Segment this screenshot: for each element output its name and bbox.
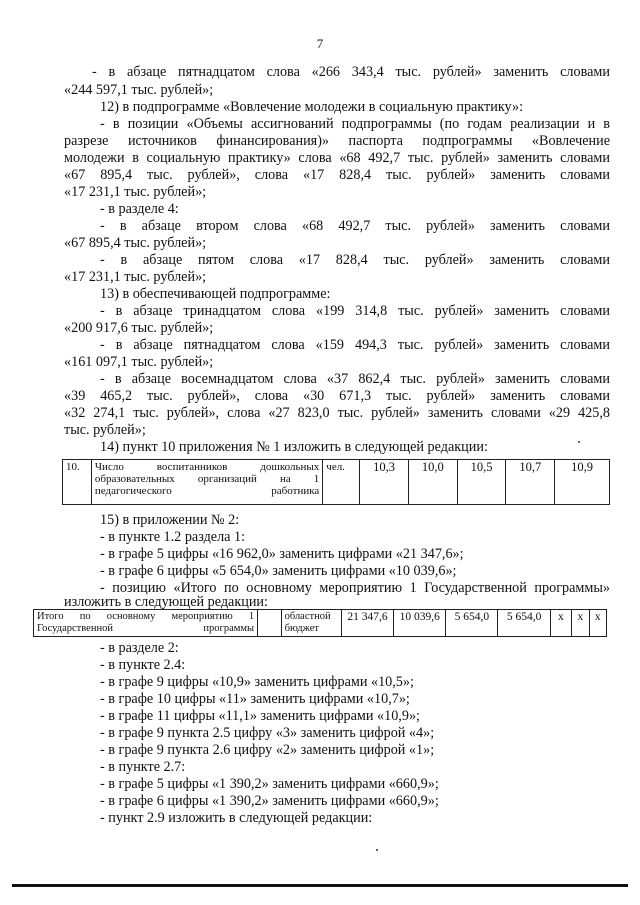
table-cell-name: [34, 610, 258, 637]
text-line: разрезе источников финансирования)» паспорта подпрограммы «Вовлечение: [64, 133, 610, 149]
text-line: - в графе 6 цифры «5 654,0» заменить цифрами «10 039,6»;: [100, 563, 457, 579]
page-number: 7: [316, 36, 324, 51]
text-line: «67 895,4 тыс. рублей»;: [64, 235, 207, 251]
table-cell-value: 21 347,6: [341, 610, 393, 637]
total-name: Итого по основному мероприятию 1 Государственной программы: [37, 611, 255, 634]
indicator-name: Число воспитанников дошкольных образовательных организаций на 1 педагогического работника: [94, 461, 320, 497]
table-cell-name: [91, 460, 322, 505]
text-line: - в абзаце втором слова «68 492,7 тыс. рублей» заменить словами: [100, 218, 610, 234]
table-cell-value: 5 654,0: [498, 610, 550, 637]
total-table: [33, 609, 607, 637]
text-line: - пункт 2.9 изложить в следующей редакции:: [100, 810, 373, 826]
text-line: - в разделе 2:: [100, 640, 179, 656]
text-line: «200 917,6 тыс. рублей»;: [64, 320, 214, 336]
table-cell-value: 10,3: [360, 460, 409, 505]
text-line: 14) пункт 10 приложения № 1 изложить в следующей редакции:: [100, 439, 488, 455]
text-line: - в графе 10 цифры «11» заменить цифрами «10,7»;: [100, 691, 410, 707]
table-cell-num: 10.: [63, 460, 92, 505]
stray-mark: [578, 441, 580, 443]
text-line: - в пункте 2.7:: [100, 759, 186, 775]
text-line: тыс. рублей»;: [64, 422, 146, 438]
text-line: - в графе 5 цифры «1 390,2» заменить цифрами «660,9»;: [100, 776, 439, 792]
text-line: «32 274,1 тыс. рублей», слова «27 823,0 тыс. рублей» заменить словами «29 425,8: [64, 405, 610, 421]
table-cell-value: 10 039,6: [394, 610, 446, 637]
text-line: - в абзаце тринадцатом слова «199 314,8 тыс. рублей» заменить словами: [100, 303, 610, 319]
indicator-table: [62, 459, 610, 505]
table-row: [34, 610, 607, 637]
table-row: [63, 460, 610, 505]
text-line: - в пункте 1.2 раздела 1:: [100, 529, 246, 545]
footer-rule: [12, 884, 628, 887]
table-cell-value: 10,9: [555, 460, 610, 505]
text-line: - в графе 9 пункта 2.5 цифру «3» заменить цифрой «4»;: [100, 725, 435, 741]
text-line: - в абзаце пятом слова «17 828,4 тыс. рублей» заменить словами: [100, 252, 610, 268]
table-cell-value: 5 654,0: [446, 610, 498, 637]
text-line: - в графе 11 цифры «11,1» заменить цифрами «10,9»;: [100, 708, 420, 724]
table-cell-unit: чел.: [323, 460, 360, 505]
table-cell-source: областной бюджет: [281, 610, 341, 637]
text-line: изложить в следующей редакции:: [64, 594, 268, 610]
text-line: - в абзаце пятнадцатом слова «159 494,3 тыс. рублей» заменить словами: [100, 337, 610, 353]
table-cell-value: 10,5: [457, 460, 506, 505]
text-line: «244 597,1 тыс. рублей»;: [64, 82, 214, 98]
text-line: молодежи в социальную практику» слова «68 492,7 тыс. рублей» заменить словами: [64, 150, 610, 166]
text-line: 12) в подпрограмме «Вовлечение молодежи в социальную практику»:: [100, 99, 524, 115]
text-line: - позицию «Итого по основному мероприятию 1 Государственной программы»: [100, 580, 610, 596]
text-line: «67 895,4 тыс. рублей», слова «17 828,4 тыс. рублей» заменить словами: [64, 167, 610, 183]
text-line: - в абзаце пятнадцатом слова «266 343,4 тыс. рублей» заменить словами: [92, 64, 610, 80]
text-line: «17 231,1 тыс. рублей»;: [64, 184, 207, 200]
text-line: - в абзаце восемнадцатом слова «37 862,4 тыс. рублей» заменить словами: [100, 371, 610, 387]
table-cell-value: 10,7: [506, 460, 555, 505]
text-line: - в позиции «Объемы ассигнований подпрограммы (по годам реализации и в: [100, 116, 610, 132]
table-cell-value: x: [589, 610, 606, 637]
text-line: 13) в обеспечивающей подпрограмме:: [100, 286, 331, 302]
text-line: - в пункте 2.4:: [100, 657, 186, 673]
text-line: «17 231,1 тыс. рублей»;: [64, 269, 207, 285]
table-cell-value: x: [572, 610, 589, 637]
text-line: - в графе 9 пункта 2.6 цифру «2» заменить цифрой «1»;: [100, 742, 435, 758]
table-cell-value: x: [550, 610, 571, 637]
text-line: «161 097,1 тыс. рублей»;: [64, 354, 214, 370]
text-line: - в графе 9 цифры «10,9» заменить цифрами «10,5»;: [100, 674, 414, 690]
text-line: 15) в приложении № 2:: [100, 512, 240, 528]
text-line: - в разделе 4:: [100, 201, 179, 217]
stray-mark: [376, 849, 378, 851]
text-line: - в графе 5 цифры «16 962,0» заменить цифрами «21 347,6»;: [100, 546, 464, 562]
table-cell-value: 10,0: [408, 460, 457, 505]
table-cell-empty: [258, 610, 282, 637]
text-line: - в графе 6 цифры «1 390,2» заменить цифрами «660,9»;: [100, 793, 439, 809]
text-line: «39 465,2 тыс. рублей», слова «30 671,3 тыс. рублей» заменить словами: [64, 388, 610, 404]
